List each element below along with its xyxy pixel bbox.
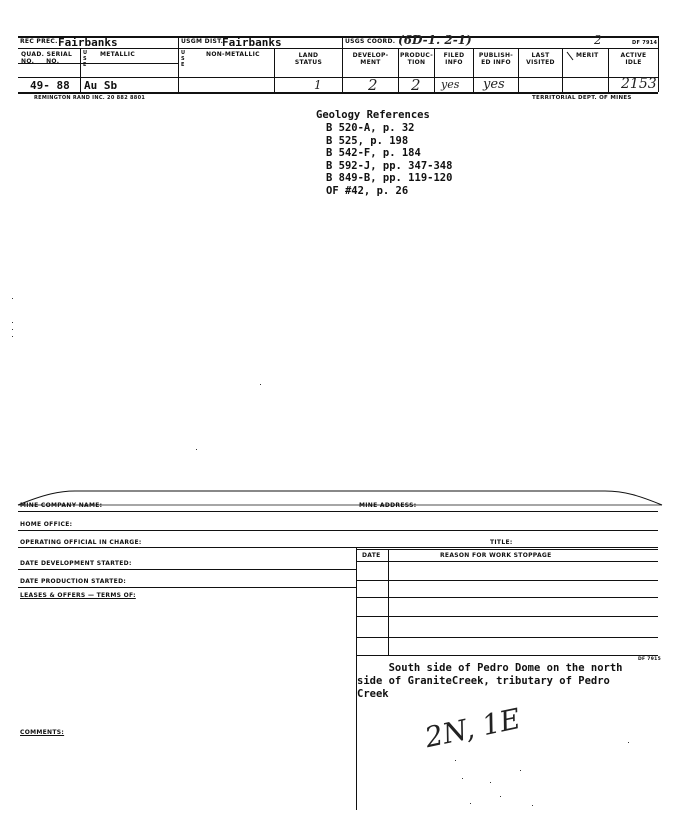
metallic-label: METALLIC [100,51,136,58]
references-title: Geology References [316,109,430,121]
operating-official-label: OPERATING OFFICIAL IN CHARGE: [20,539,142,546]
reference-item: B 525, p. 198 [326,134,409,147]
printer-line: REMINGTON RAND INC. 20 882 8801 [34,95,146,101]
reason-column-header: REASON FOR WORK STOPPAGE [440,552,552,559]
usgs-coord-label: USGS COORD. [345,38,396,45]
scan-speck [12,322,13,323]
scan-speck [12,329,13,330]
metallic-value: Au Sb [84,79,118,92]
reference-item: B 542-F, p. 184 [326,147,421,159]
comments-divider [356,655,357,810]
filed-info-header: FILED INFO [443,52,465,66]
merit-slash-mark [562,48,608,77]
territorial-line: TERRITORIAL DEPT. OF MINES [532,95,632,101]
leases-label: LEASES & OFFERS — TERMS OF: [20,592,136,599]
usgm-dist-label: USGM DIST. [181,38,224,45]
mine-address-label: MINE ADDRESS: [359,502,417,509]
reference-item: OF #42, p. 26 [326,184,409,197]
date-column-header: DATE [362,552,381,559]
reference-item: B 592-J, pp. 347-348 [326,159,453,172]
filed-info-value: yes [441,78,460,91]
reference-item: B 520-A, p. 32 [326,122,415,134]
scan-speck [470,803,471,804]
date-development-label: DATE DEVELOPMENT STARTED: [20,560,132,567]
scan-speck [628,742,629,743]
home-office-label: HOME OFFICE: [20,521,73,528]
rec-prec-value: Fairbanks [58,36,118,49]
location-description: South side of Pedro Dome on the north side of GraniteCreek, tributary of Pedro Creek [357,662,623,700]
form-code-top: DF 7914 [632,40,658,46]
published-info-header: PUBLISH- ED INFO [478,52,514,66]
active-idle-value: 2153 [621,76,657,92]
card-number: 2 [594,33,602,47]
quad-serial-label: QUAD. SERIAL NO. NO. [21,51,73,65]
quad-serial-value: 49- 88 [30,79,70,92]
date-production-label: DATE PRODUCTION STARTED: [20,578,127,585]
rec-prec-label: REC PREC. [20,38,58,45]
active-idle-header: ACTIVE IDLE [620,52,647,66]
last-visited-header: LAST VISITED [526,52,555,66]
form-code-bottom: DF 7915 [638,657,662,662]
scan-speck [196,449,197,450]
mine-company-name-label: MINE COMPANY NAME: [20,502,103,509]
use-label-metallic: U S E [83,50,88,68]
non-metallic-label: NON-METALLIC [206,51,260,58]
scan-speck [520,770,521,771]
development-value: 2 [368,76,378,94]
production-header: PRODUC- TION [399,52,434,66]
usgm-dist-value: Fairbanks [222,36,282,49]
title-label: TITLE: [490,539,513,546]
published-info-value: yes [483,77,505,92]
handwritten-township-range: 2N, 1E [422,701,524,755]
land-status-header: LAND STATUS [294,52,323,66]
references-list [326,122,452,197]
scan-speck [532,805,533,806]
land-status-value: 1 [314,78,322,92]
scan-speck [490,782,491,783]
development-header: DEVELOP- MENT [352,52,389,66]
use-label-nonmetallic: U S E [181,50,186,68]
scan-speck [260,384,261,385]
merit-header: MERIT [576,52,599,59]
scan-speck [12,298,13,299]
reference-item: B 849-B, pp. 119-120 [326,172,453,184]
comments-label: COMMENTS: [20,729,65,736]
scan-speck [500,796,501,797]
scan-speck [455,760,456,761]
usgs-coord-value: (6D-1. 2-1) [398,33,472,47]
scan-speck [12,336,13,337]
production-value: 2 [411,76,421,94]
scan-speck [462,778,463,779]
